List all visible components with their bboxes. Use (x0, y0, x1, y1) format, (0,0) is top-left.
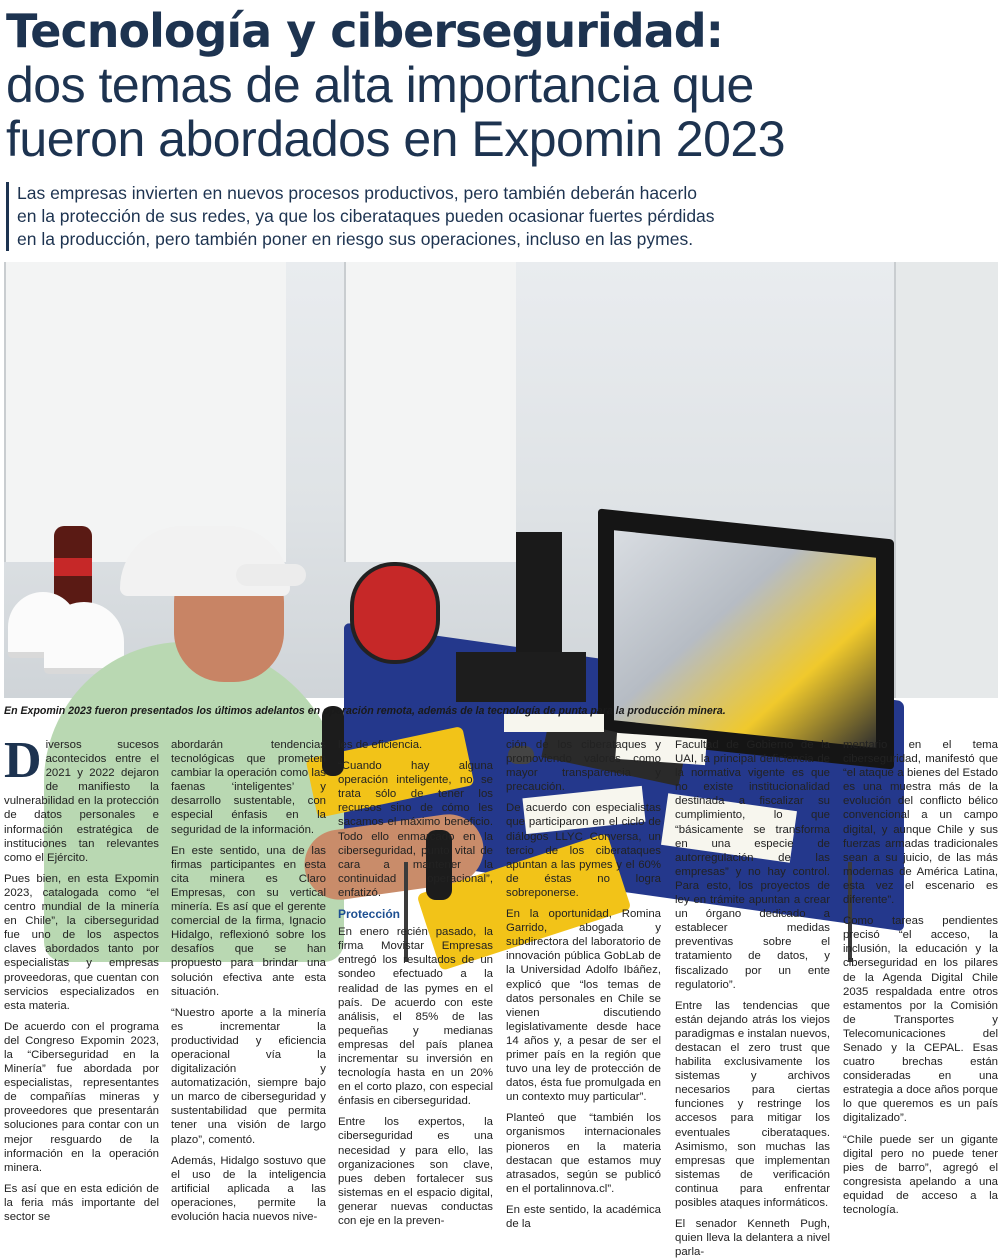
section-subhead: Protección (338, 907, 401, 922)
paragraph: “Nuestro aporte a la minería es incrementar la productividad y eficiencia operacional vía la digitalización y automatización, siempre bajo un marco de ciberseguridad y sustentabilidad que permita tener una visión de largo plazo”, comentó. (171, 1006, 326, 1146)
headline-subtitle-line: fueron abordados en Expomin 2023 (6, 111, 786, 167)
paragraph: mentario en el tema ciberseguridad, manifestó que “el ataque a bienes del Estado es una muestra más de la evolución del conflicto bélico convencional a un campo digital, y aunque Chile y sus fuerzas armadas tradicionales sean a su juicio, de las más modernas de América Latina, esta vez el escenario es diferente”. (843, 739, 998, 907)
paragraph: Como tareas pendientes precisó “el acceso, la inclusión, la educación y la ciberseguridad en los pilares de la Agenda Digital Chile 2035 respaldada entre otros estamentos por la Comisión de Transportes y Telecomunicaciones del Senado y la CEPAL. Esas cuatro brechas están consideradas en una estrategia a doce años porque lo que queremos es un país digitalizado”. (843, 915, 998, 1125)
paragraph: De acuerdo con el programa del Congreso Expomin 2023, la “Ciberseguridad en la Minería” fue abordada por especialistas, representantes de compañías mineras y proveedores que presentarán soluciones para contar con un mejor resguardo de la información en la operación minera. (4, 1020, 159, 1174)
wall-panel (894, 262, 998, 698)
lead-line: Las empresas invierten en nuevos procesos productivos, pero también deberán hacerlo (17, 183, 697, 203)
article-column-2 (171, 738, 326, 1223)
paragraph: Además, Hidalgo sostuvo que el uso de la inteligencia artificial aplicada a las operaciones, permite la evolución hacia nuevos nive- (171, 1154, 326, 1223)
chair-icon (350, 562, 440, 664)
wall-panel (4, 262, 286, 562)
paragraph: En la oportunidad, Romina Garrido, abogada y subdirectora del laboratorio de innovación pública GobLab de la Universidad Adolfo Ibáñez, explicó que “los temas de datos personales en Chile se vienen discutiendo legislativamente desde hace 14 años y, a pesar de ser el primer país en la región que tuvo una ley de protección de datos, ésta fue promulgada en un contexto muy particular”. (506, 908, 661, 1104)
article-photo (4, 262, 996, 698)
lead-line: en la protección de sus redes, ya que los ciberataques pueden ocasionar fuertes pérdidas (17, 206, 715, 226)
article-column-4 (506, 738, 661, 1230)
paragraph: Planteó que “también los organismos internacionales pioneros en la materia destacan que estamos muy atrasados, según se publicó en el portalinnova.cl”. (506, 1112, 661, 1195)
lead-paragraph (6, 182, 777, 251)
paragraph: Es así que en esta edición de la feria más importante del sector se (4, 1182, 159, 1223)
article-column-6 (843, 738, 998, 1216)
paragraph: Pues bien, en esta Expomin 2023, catalogada como “el centro mundial de la minería en Chile”, la ciberseguridad fue uno de los aspectos claves abordados tanto por especialistas y empresas proveedoras, que cuentan con servicios especializados en esta materia. (4, 872, 159, 1012)
article-column-1 (4, 732, 159, 1223)
monitor-icon (516, 532, 562, 662)
dropcap: D (4, 732, 42, 789)
headline-subtitle (6, 58, 996, 166)
cap-bill-icon (236, 564, 306, 586)
paragraph: En este sentido, una de las firmas participantes en esta cita minera es Claro Empresas, con su vertical minería. Es así que el gerente comercial de la firma, Ignacio Hidalgo, reflexionó sobre los desafíos que se han propuesto para brindar una solución efectiva ante esta situación. (171, 844, 326, 998)
paragraph: “Chile puede ser un gigante digital pero no puede tener pies de barro”, agregó el congresista apelando a una equidad de acceso a la tecnología. (843, 1133, 998, 1216)
paragraph: De acuerdo con especialistas que participaron en el ciclo de diálogos LLYC Conversa, un tercio de los ciberataques apuntan a las pymes y el 60% de éstas no logra sobreponerse. (506, 802, 661, 899)
paragraph: abordarán tendencias tecnológicas que prometen cambiar la operación como las faenas ‘inteligentes’ y desarrollo sustentable, con especial énfasis en la seguridad de la información. (171, 739, 326, 836)
lead-line: en la producción, pero también poner en riesgo sus operaciones, incluso en las pymes. (17, 229, 694, 249)
paragraph: Facultad de Gobierno de la UAI, la principal deficiencia de la normativa vigente es que no existe institucionalidad destinada a fiscalizar su cumplimiento, lo que “básicamente se transforma en una especie de autorregulación de las empresas” y no hay control. Para esto, los proyectos de ley en trámite apuntan a crear un órgano dedicado a establecer medidas preventivas sobre el tratamiento de datos, y fiscalizado por un ente regulatorio”. (675, 739, 830, 991)
article-column-3 (338, 738, 493, 1227)
paragraph: ción de los ciberataques y promoviendo valores como mayor transparencia y precaución. (506, 739, 661, 794)
article-column-5 (675, 738, 830, 1259)
paragraph: El senador Kenneth Pugh, quien lleva la delantera a nivel parla- (675, 1218, 830, 1259)
paragraph: les de eficiencia. (338, 739, 423, 751)
headline-subtitle-line: dos temas de alta importancia que (6, 57, 754, 113)
paragraph: Entre las tendencias que están dejando atrás los viejos paradigmas e instalan nuevos, destacan el zero trust que habilita exclusivamente los sistemas y archivos necesarios para ciertas funciones y restringe los accesos para mitigar los eventuales ciberataques. Asimismo, son muchas las empresas que implementan sistemas de verificación continua para enfrentar posibles ataques informáticos. (675, 999, 830, 1209)
photo-caption: En Expomin 2023 fueron presentados los últimos adelantos en operación remota, además de la tecnología de punta para la producción minera. (4, 705, 726, 717)
paragraph: En este sentido, la académica de la (506, 1203, 661, 1230)
paragraph: “Cuando hay alguna operación inteligente, no se trata sólo de tener los recursos sino de cómo les sacamos el máximo beneficio. Todo ello enmarcado en la ciberseguridad, punto vital de cara a mantener la continuidad operacional”, enfatizó. (338, 760, 493, 899)
wall-panel (344, 262, 516, 562)
headline-title: Tecnología y ciberseguridad: (6, 4, 724, 58)
bottle-label-icon (54, 558, 92, 576)
paragraph-text: iversos sucesos acontecidos entre el 2021 y 2022 dejaron de manifiesto la vulnerabilidad en la protección de datos personales e información estratégica de instituciones tan relevantes como el Ejército. (4, 739, 159, 864)
paragraph: En enero recién pasado, la firma Movistar Empresas entregó los resultados de un sondeo efectuado a la realidad de las pymes en el país. De acuerdo con este análisis, el 85% de las pequeñas y medianas empresas del país planea incrementar su inversión en tecnología hasta en un 20% en el corto plazo, con especial énfasis en ciberseguridad. (338, 926, 493, 1108)
computer-icon (456, 652, 586, 702)
paragraph: Entre los expertos, la ciberseguridad es una necesidad y para ello, las organizaciones son clave, pues deben fortalecer sus sistemas en el espacio digital, generar nuevas conductas con eje en la preven- (338, 1116, 493, 1227)
paragraph (4, 732, 159, 865)
